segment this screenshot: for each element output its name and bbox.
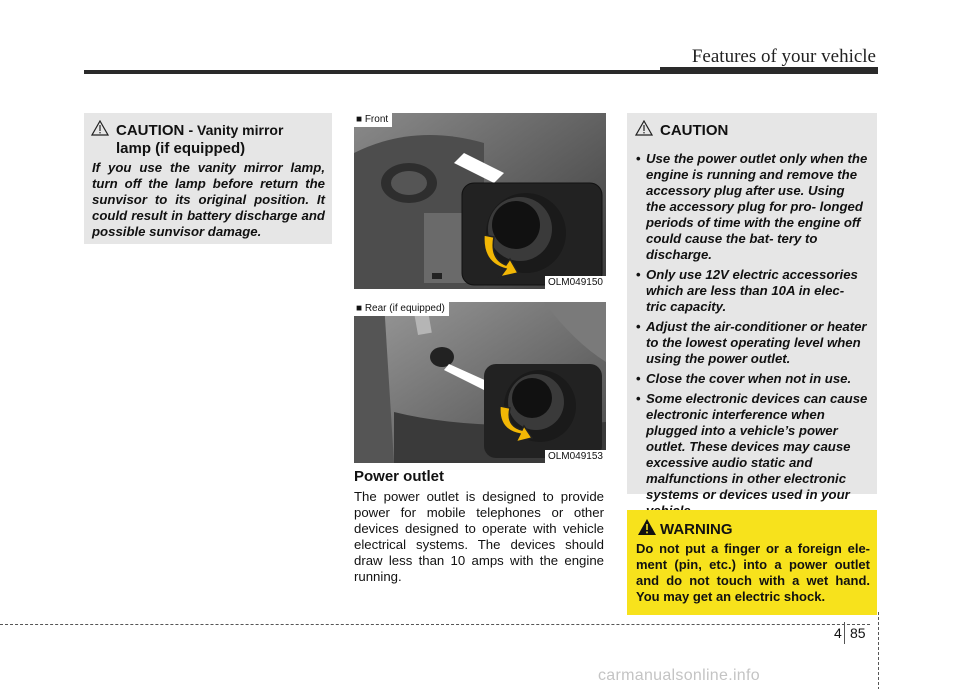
caution-item-text: Some electronic devices can cause electronic interference when plugged into a vehicle’s power outlet. These devices may cause excessive audio static and malfunctions in other electronic systems or devices used in your bbox=[646, 391, 868, 502]
caution-vanity-heading bbox=[116, 122, 283, 139]
caution-outlet-list bbox=[636, 151, 868, 523]
list-item bbox=[636, 151, 868, 263]
rear-outlet-illustration bbox=[354, 302, 606, 463]
rear-outlet-photo bbox=[354, 302, 606, 463]
caution-vanity-heading-text: CAUTION bbox=[116, 122, 185, 139]
caution-triangle-icon bbox=[635, 120, 653, 136]
caution-vanity-subheading-1: - Vanity mirror bbox=[188, 122, 284, 138]
bullet-icon: • bbox=[636, 319, 641, 334]
header-rule-accent bbox=[660, 67, 878, 73]
list-item bbox=[636, 267, 868, 315]
list-item bbox=[636, 371, 868, 387]
caution-item-text: Use the power outlet only when the engine is running and remove the accessory plug after use. Using the accessory plug for pro- longed periods of time with the engine off could cause the bat- tery to discharge. bbox=[646, 151, 868, 262]
page-number: 85 bbox=[850, 625, 866, 641]
front-outlet-photo bbox=[354, 113, 606, 289]
power-outlet-body: The power outlet is designed to provide power for mobile telephones or other devices designed to operate with vehicle electrical systems. The devices should draw less than 10 amps with the engine running. bbox=[354, 489, 604, 584]
list-item bbox=[636, 391, 868, 519]
caution-vanity-subheading-2: lamp (if equipped) bbox=[116, 140, 246, 157]
header-title: Features of your vehicle bbox=[691, 46, 876, 67]
bullet-icon: • bbox=[636, 371, 641, 386]
bullet-icon: • bbox=[636, 151, 641, 166]
page-separator bbox=[844, 622, 845, 644]
front-outlet-illustration bbox=[354, 113, 606, 289]
power-outlet-title: Power outlet bbox=[354, 468, 445, 485]
rear-photo-code: OLM049153 bbox=[545, 450, 606, 463]
watermark: carmanualsonline.info bbox=[598, 667, 760, 684]
caution-item-text: Adjust the air-conditioner or heater to the lowest operating level when using the power outlet. bbox=[646, 319, 867, 366]
list-item bbox=[636, 319, 868, 367]
front-photo-code: OLM049150 bbox=[545, 276, 606, 289]
caution-outlet-heading: CAUTION bbox=[660, 122, 729, 139]
caution-vanity-body: If you use the vanity mirror lamp, turn off the lamp before return the sunvisor to its original position. It could result in battery discharge and possible sunvisor damage. bbox=[92, 160, 325, 239]
chapter-number: 4 bbox=[834, 625, 842, 641]
footer-vertical-rule bbox=[878, 612, 879, 689]
caution-triangle-icon bbox=[91, 120, 109, 136]
warning-triangle-icon bbox=[637, 518, 657, 536]
bullet-icon: • bbox=[636, 391, 641, 406]
rear-photo-label: ■ Rear (if equipped) bbox=[354, 302, 449, 316]
caution-item-text: Only use 12V electric accessories which are less than 10A in elec- tric capacity. bbox=[646, 267, 858, 314]
bullet-icon: • bbox=[636, 267, 641, 282]
warning-heading: WARNING bbox=[660, 521, 733, 538]
warning-body: Do not put a finger or a foreign ele- ment (pin, etc.) into a power outlet and do not touch with a wet hand. You may get an electric shock. bbox=[636, 541, 870, 604]
front-photo-label: ■ Front bbox=[354, 113, 392, 127]
caution-item-text: Close the cover when not in use. bbox=[646, 371, 852, 386]
footer-rule bbox=[0, 624, 870, 625]
